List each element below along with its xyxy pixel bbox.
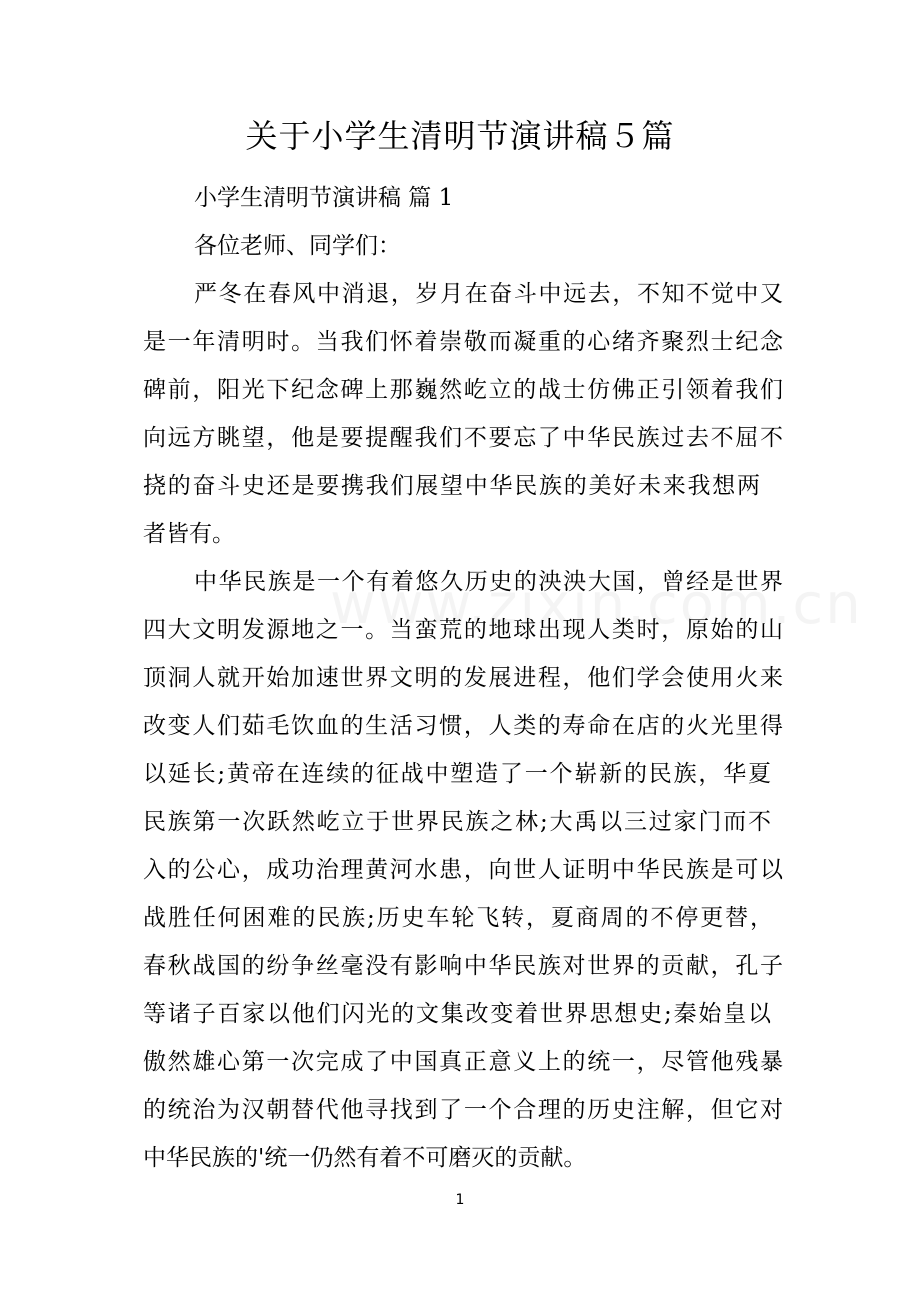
paragraph-line: 改变人们茹毛饮血的生活习惯，人类的寿命在店的火光里得: [143, 713, 783, 739]
paragraph-line: 春秋战国的纷争丝毫没有影响中华民族对世界的贡献，孔子: [143, 953, 783, 979]
paragraph-line: 入的公心，成功治理黄河水患，向世人证明中华民族是可以: [143, 857, 783, 883]
section-heading: 小学生清明节演讲稿 篇 1: [194, 185, 454, 211]
greeting-line: 各位老师、同学们：: [194, 233, 401, 259]
paragraph-line: 以延长;黄帝在连续的征战中塑造了一个崭新的民族，华夏: [143, 761, 771, 787]
paragraph-line: 中华民族是一个有着悠久历史的泱泱大国，曾经是世界: [194, 569, 783, 595]
paragraph-line: 挠的奋斗史还是要携我们展望中华民族的美好未来我想两: [143, 473, 760, 499]
paragraph-line: 民族第一次跃然屹立于世界民族之林;大禹以三过家门而不: [143, 809, 771, 835]
paragraph-line: 向远方眺望，他是要提醒我们不要忘了中华民族过去不屈不: [143, 425, 783, 451]
page-number: 1: [455, 1192, 465, 1208]
paragraph-line: 严冬在春风中消退，岁月在奋斗中远去，不知不觉中又: [194, 281, 783, 307]
document-title: 关于小学生清明节演讲稿５篇: [245, 117, 675, 155]
paragraph-line: 是一年清明时。当我们怀着崇敬而凝重的心绪齐聚烈士纪念: [143, 329, 783, 355]
paragraph-line: 顶洞人就开始加速世界文明的发展进程，他们学会使用火来: [143, 665, 783, 691]
paragraph-line: 战胜任何困难的民族;历史车轮飞转，夏商周的不停更替，: [143, 905, 773, 931]
paragraph-line: 傲然雄心第一次完成了中国真正意义上的统一，尽管他残暴: [143, 1049, 783, 1075]
paragraph-line: 的统治为汉朝替代他寻找到了一个合理的历史注解，但它对: [143, 1097, 783, 1123]
paragraph-line: 四大文明发源地之一。当蛮荒的地球出现人类时，原始的山: [143, 617, 783, 643]
paragraph-line: 等诸子百家以他们闪光的文集改变着世界思想史;秦始皇以: [143, 1001, 771, 1027]
paragraph-line: 碑前，阳光下纪念碑上那巍然屹立的战士仿佛正引领着我们: [143, 377, 783, 403]
paragraph-line: 者皆有。: [143, 521, 235, 547]
paragraph-line: 中华民族的'统一仍然有着不可磨灭的贡献。: [143, 1145, 587, 1171]
